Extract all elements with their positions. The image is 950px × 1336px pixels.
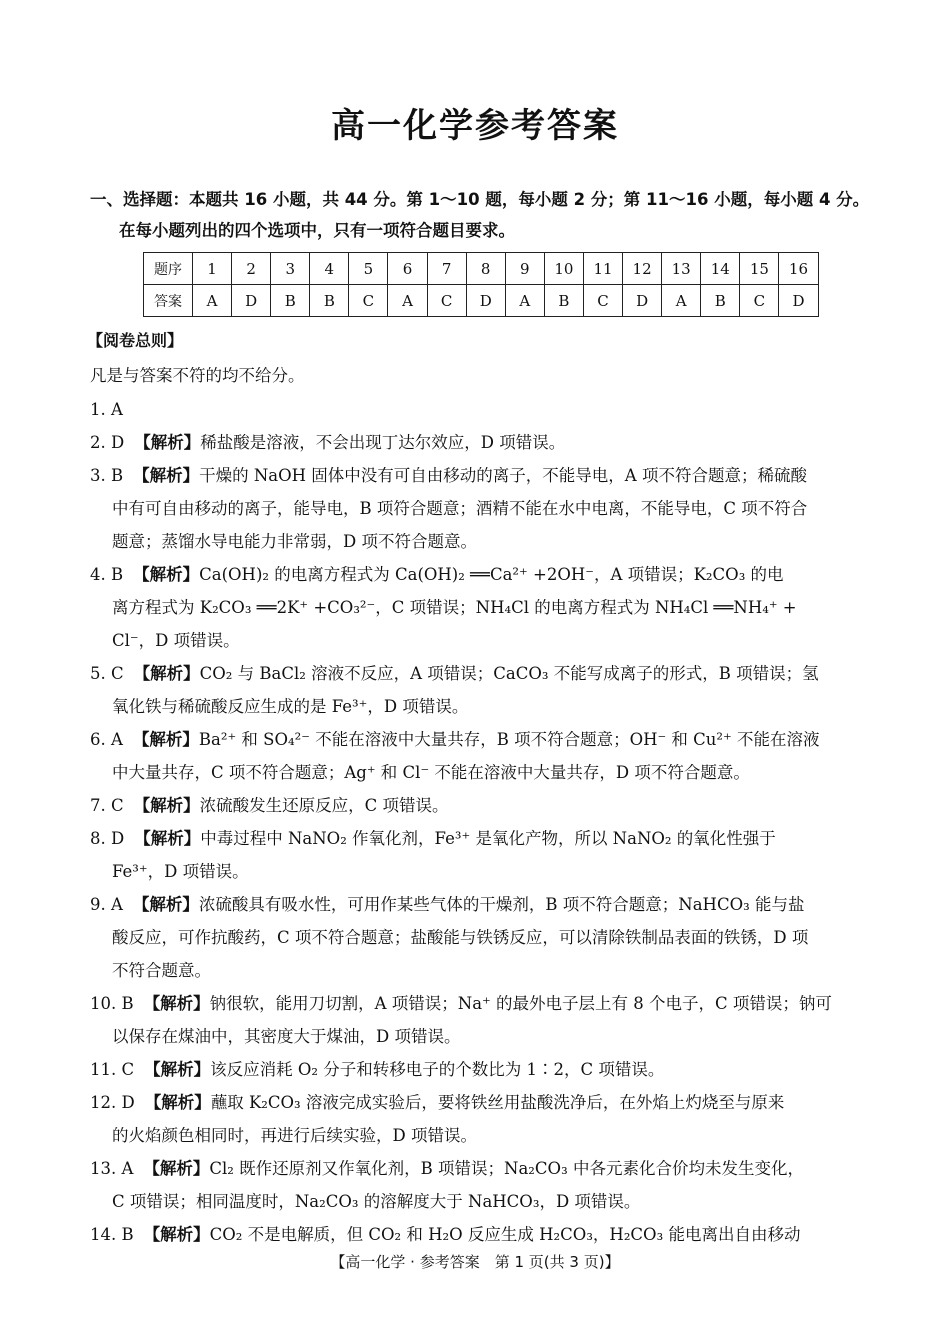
answer-number: 7. C xyxy=(90,796,124,815)
answer-number: 13. A xyxy=(90,1159,134,1178)
answer-item-first-line xyxy=(90,459,870,492)
page-title: 高一化学参考答案 xyxy=(331,106,619,146)
answer-item-first-line xyxy=(90,558,870,591)
analysis-tag: 【解析】 xyxy=(144,1060,211,1079)
question-number-cell: 13 xyxy=(662,253,701,285)
question-number-cell: 3 xyxy=(271,253,310,285)
question-number-cell: 15 xyxy=(740,253,779,285)
analysis-continuation: C 项错误；相同温度时，Na₂CO₃ 的溶解度大于 NaHCO₃，D 项错误。 xyxy=(112,1192,641,1211)
question-number-cell: 5 xyxy=(349,253,388,285)
analysis-tag: 【解析】 xyxy=(143,994,210,1013)
answer-cell: D xyxy=(466,285,505,317)
analysis-text: Ba²⁺ 和 SO₄²⁻ 不能在溶液中大量共存，B 项不符合题意；OH⁻ 和 Cu²⁺ 不能在溶液 xyxy=(198,730,820,749)
answer-number: 9. A xyxy=(90,895,123,914)
answer-item xyxy=(90,723,870,789)
section-heading xyxy=(90,184,870,246)
answer-item xyxy=(90,657,870,723)
answer-number: 6. A xyxy=(90,730,123,749)
analysis-text: 中毒过程中 NaNO₂ 作氧化剂，Fe³⁺ 是氧化产物，所以 NaNO₂ 的氧化性强于 xyxy=(200,829,776,848)
answer-cell: B xyxy=(271,285,310,317)
answer-number: 14. B xyxy=(90,1225,134,1244)
question-number-cell: 9 xyxy=(505,253,544,285)
analysis-text: 蘸取 K₂CO₃ 溶液完成实验后，要将铁丝用盐酸洗净后，在外焰上灼烧至与原来 xyxy=(210,1093,785,1112)
answer-number: 5. C xyxy=(90,664,124,683)
analysis-text: CO₂ 与 BaCl₂ 溶液不反应，A 项错误；CaCO₃ 不能写成离子的形式，B 项错误；氢 xyxy=(199,664,819,683)
grading-rule: 凡是与答案不符的均不给分。 xyxy=(90,366,305,385)
answer-item xyxy=(90,393,870,426)
answer-number: 4. B xyxy=(90,565,124,584)
answer-item xyxy=(90,888,870,987)
question-number-row xyxy=(144,253,819,285)
answer-row-label: 答案 xyxy=(144,285,193,317)
answer-explanations xyxy=(90,393,870,1251)
question-number-cell: 12 xyxy=(623,253,662,285)
analysis-continuation: 中有可自由移动的离子，能导电，B 项符合题意；酒精不能在水中电离，不能导电，C 项不符合 xyxy=(112,499,808,518)
question-number-cell: 6 xyxy=(388,253,427,285)
answer-item xyxy=(90,822,870,888)
answer-item-first-line xyxy=(90,1152,870,1185)
answer-item-first-line xyxy=(90,657,870,690)
page-footer: 【高一化学 · 参考答案 第 1 页(共 3 页)】 xyxy=(330,1253,620,1271)
analysis-continuation: 以保存在煤油中，其密度大于煤油，D 项错误。 xyxy=(112,1027,461,1046)
answer-number: 2. D xyxy=(90,433,125,452)
question-number-cell: 2 xyxy=(232,253,271,285)
analysis-tag: 【解析】 xyxy=(133,565,200,584)
analysis-text: 稀盐酸是溶液，不会出现丁达尔效应，D 项错误。 xyxy=(200,433,566,452)
analysis-continuation: 氧化铁与稀硫酸反应生成的是 Fe³⁺，D 项错误。 xyxy=(112,697,469,716)
answer-number: 12. D xyxy=(90,1093,135,1112)
answer-row xyxy=(144,285,819,317)
analysis-text: 浓硫酸发生还原反应，C 项错误。 xyxy=(199,796,449,815)
answer-number: 10. B xyxy=(90,994,134,1013)
question-row-label: 题序 xyxy=(144,253,193,285)
analysis-tag: 【解析】 xyxy=(133,796,200,815)
answer-cell: A xyxy=(388,285,427,317)
analysis-text: 钠很软，能用刀切割，A 项错误；Na⁺ 的最外电子层上有 8 个电子，C 项错误；钠可 xyxy=(209,994,832,1013)
analysis-tag: 【解析】 xyxy=(132,730,199,749)
analysis-tag: 【解析】 xyxy=(134,433,201,452)
answer-number: 1. A xyxy=(90,400,123,419)
answer-cell: C xyxy=(427,285,466,317)
section-heading-line2: 在每小题列出的四个选项中，只有一项符合题目要求。 xyxy=(119,221,515,240)
analysis-continuation: Cl⁻，D 项错误。 xyxy=(112,631,240,650)
analysis-text: Cl₂ 既作还原剂又作氧化剂，B 项错误；Na₂CO₃ 中各元素化合价均未发生变化， xyxy=(209,1159,804,1178)
analysis-continuation: Fe³⁺，D 项错误。 xyxy=(112,862,249,881)
answer-item xyxy=(90,1152,870,1218)
answer-item-first-line xyxy=(90,822,870,855)
analysis-tag: 【解析】 xyxy=(133,664,200,683)
answer-item-first-line xyxy=(90,1218,870,1251)
answer-cell: A xyxy=(193,285,232,317)
analysis-continuation: 的火焰颜色相同时，再进行后续实验，D 项错误。 xyxy=(112,1126,477,1145)
answer-cell: A xyxy=(505,285,544,317)
question-number-cell: 11 xyxy=(583,253,622,285)
answer-item xyxy=(90,1086,870,1152)
analysis-continuation: 离方程式为 K₂CO₃ ══2K⁺ +CO₃²⁻，C 项错误；NH₄Cl 的电离方程式为 NH₄Cl ══NH₄⁺ + xyxy=(112,598,797,617)
answer-cell: C xyxy=(740,285,779,317)
answer-number: 8. D xyxy=(90,829,125,848)
answer-cell: A xyxy=(662,285,701,317)
analysis-tag: 【解析】 xyxy=(133,466,200,485)
answer-item xyxy=(90,459,870,558)
answer-number: 11. C xyxy=(90,1060,135,1079)
answer-item-first-line xyxy=(90,1086,870,1119)
question-number-cell: 1 xyxy=(193,253,232,285)
answer-item-first-line xyxy=(90,426,870,459)
analysis-continuation: 不符合题意。 xyxy=(112,961,211,980)
answer-item xyxy=(90,987,870,1053)
answer-item xyxy=(90,1218,870,1251)
analysis-tag: 【解析】 xyxy=(144,1093,211,1112)
analysis-text: Ca(OH)₂ 的电离方程式为 Ca(OH)₂ ══Ca²⁺ +2OH⁻，A 项错误；K₂CO₃ 的电 xyxy=(199,565,784,584)
answer-item-first-line xyxy=(90,1053,870,1086)
analysis-tag: 【解析】 xyxy=(143,1159,210,1178)
question-number-cell: 14 xyxy=(701,253,740,285)
answer-cell: D xyxy=(623,285,662,317)
answer-item-first-line xyxy=(90,987,870,1020)
question-number-cell: 16 xyxy=(779,253,818,285)
analysis-text: 该反应消耗 O₂ 分子和转移电子的个数比为 1∶2，C 项错误。 xyxy=(210,1060,665,1079)
analysis-text: 浓硫酸具有吸水性，可用作某些气体的干燥剂，B 项不符合题意；NaHCO₃ 能与盐 xyxy=(198,895,805,914)
answer-cell: D xyxy=(232,285,271,317)
answer-item-first-line xyxy=(90,789,870,822)
question-number-cell: 7 xyxy=(427,253,466,285)
question-number-cell: 10 xyxy=(544,253,583,285)
answer-cell: D xyxy=(779,285,818,317)
question-number-cell: 4 xyxy=(310,253,349,285)
answer-cell: C xyxy=(349,285,388,317)
analysis-text: CO₂ 不是电解质，但 CO₂ 和 H₂O 反应生成 H₂CO₃，H₂CO₃ 能电离出自由移动 xyxy=(209,1225,801,1244)
answer-item-first-line xyxy=(90,723,870,756)
answer-cell: C xyxy=(583,285,622,317)
answer-item xyxy=(90,426,870,459)
answer-number: 3. B xyxy=(90,466,124,485)
answer-item-first-line xyxy=(90,888,870,921)
grading-title: 【阅卷总则】 xyxy=(87,331,184,350)
answer-cell: B xyxy=(310,285,349,317)
analysis-continuation: 中大量共存，C 项不符合题意；Ag⁺ 和 Cl⁻ 不能在溶液中大量共存，D 项不符合题意。 xyxy=(112,763,750,782)
answer-item xyxy=(90,789,870,822)
answer-table xyxy=(143,252,819,317)
analysis-text: 干燥的 NaOH 固体中没有可自由移动的离子，不能导电，A 项不符合题意；稀硫酸 xyxy=(199,466,807,485)
section-heading-line1: 一、选择题：本题共 16 小题，共 44 分。第 1～10 题，每小题 2 分；第 11～16 小题，每小题 4 分。 xyxy=(90,190,870,209)
answer-item-first-line xyxy=(90,393,870,426)
answer-cell: B xyxy=(544,285,583,317)
analysis-tag: 【解析】 xyxy=(143,1225,210,1244)
answer-item xyxy=(90,1053,870,1086)
analysis-tag: 【解析】 xyxy=(132,895,199,914)
answer-cell: B xyxy=(701,285,740,317)
answer-item xyxy=(90,558,870,657)
analysis-continuation: 酸反应，可作抗酸药，C 项不符合题意；盐酸能与铁锈反应，可以清除铁制品表面的铁锈，D 项 xyxy=(112,928,809,947)
question-number-cell: 8 xyxy=(466,253,505,285)
analysis-continuation: 题意；蒸馏水导电能力非常弱，D 项不符合题意。 xyxy=(112,532,477,551)
analysis-tag: 【解析】 xyxy=(134,829,201,848)
